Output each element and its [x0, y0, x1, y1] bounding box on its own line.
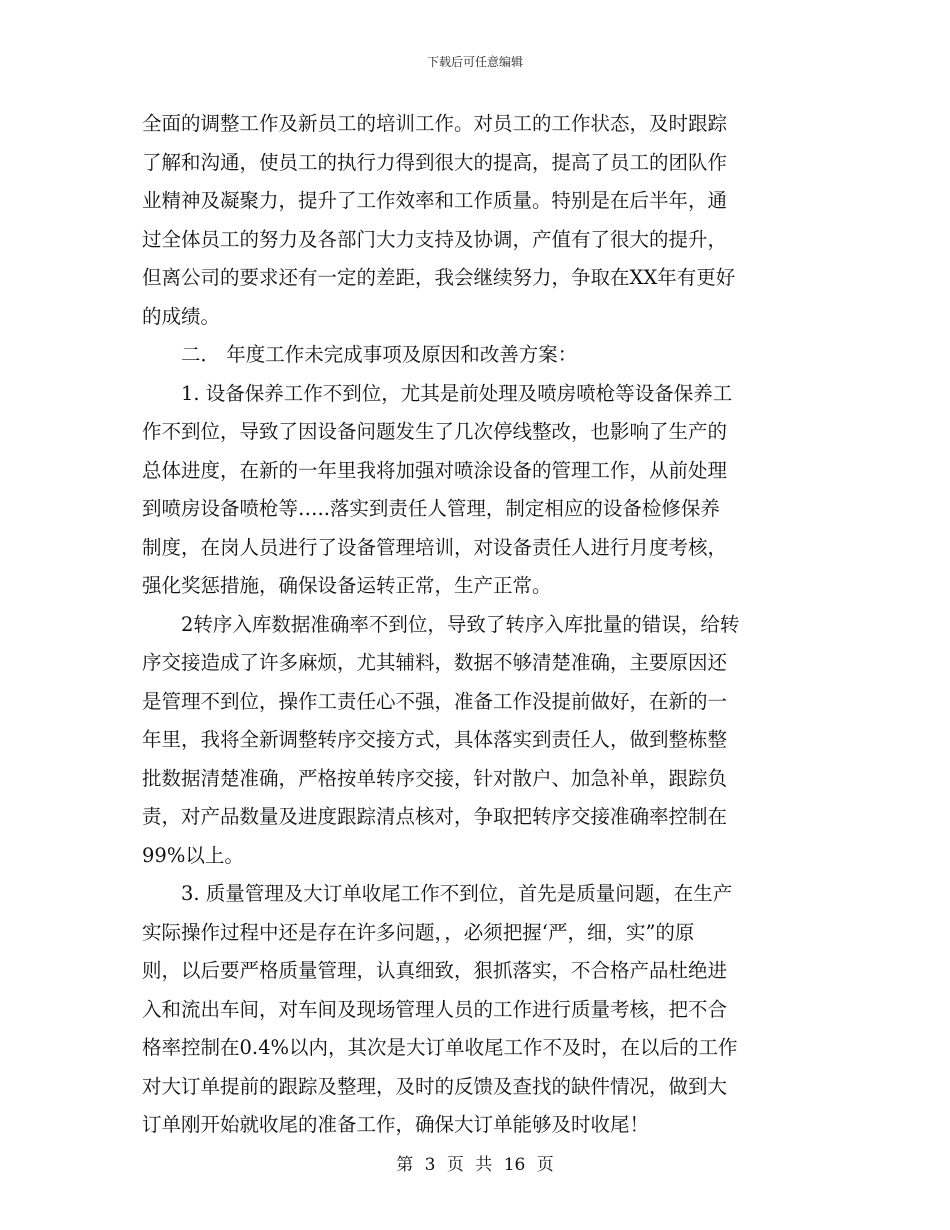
- body-line: 制度，在岗人员进行了设备管理培训，对设备责任人进行月度考核，: [142, 535, 728, 559]
- body-line: 3. 质量管理及大订单收尾工作不到位，首先是质量问题，在生产: [142, 882, 733, 905]
- body-line: 批数据清楚准确，严格按单转序交接，针对散户、加急补单，跟踪负: [142, 766, 728, 790]
- body-line: 总体进度，在新的一年里我将加强对喷涂设备的管理工作，从前处理: [142, 458, 728, 482]
- page-number-footer: 第 3 页 共 16 页: [396, 1155, 554, 1175]
- body-line: 过全体员工的努力及各部门大力支持及协调，产值有了很大的提升，: [142, 227, 728, 251]
- section-heading: 二． 年度工作未完成事项及原因和改善方案：: [142, 343, 578, 366]
- body-line: 对大订单提前的跟踪及整理，及时的反馈及查找的缺件情况，做到大: [142, 1074, 728, 1098]
- body-line: 强化奖惩措施，确保设备运转正常，生产正常。: [142, 574, 552, 597]
- body-line: 2转序入库数据准确率不到位，导致了转序入库批量的错误，给转: [142, 612, 740, 636]
- body-line: 作不到位，导致了因设备问题发生了几次停线整改，也影响了生产的: [142, 420, 728, 443]
- body-line: 格率控制在0.4%以内，其次是大订单收尾工作不及时，在以后的工作: [142, 1036, 738, 1059]
- body-line: 入和流出车间，对车间及现场管理人员的工作进行质量考核，把不合: [142, 997, 728, 1021]
- body-line: 但离公司的要求还有一定的差距，我会继续努力，争取在XX年有更好: [142, 266, 736, 289]
- body-line: 全面的调整工作及新员工的培训工作。对员工的工作状态，及时跟踪: [142, 112, 728, 135]
- body-line: 则，以后要严格质量管理，认真细致，狠抓落实，不合格产品杜绝进: [142, 959, 728, 982]
- body-line: 责，对产品数量及进度跟踪清点核对，争取把转序交接准确率控制在: [142, 805, 728, 828]
- body-line: 1. 设备保养工作不到位，尤其是前处理及喷房喷枪等设备保养工: [142, 381, 733, 405]
- body-line: 的成绩。: [142, 304, 221, 328]
- document-body: [142, 105, 814, 1145]
- body-line: 实际操作过程中还是存在许多问题，，必须把握‘严，细，实”的原: [142, 920, 695, 944]
- body-line: 是管理不到位，操作工责任心不强，准备工作没提前做好，在新的一: [142, 689, 728, 713]
- body-line: 年里，我将全新调整转序交接方式，具体落实到责任人，做到整栋整: [142, 728, 728, 751]
- body-line: 到喷房设备喷枪等…..落实到责任人管理，制定相应的设备检修保养: [142, 497, 720, 520]
- page-header: 下载后可任意编辑: [426, 55, 523, 69]
- body-line: 序交接造成了许多麻烦，尤其辅料，数据不够清楚准确，主要原因还: [142, 651, 728, 674]
- body-line: 订单刚开始就收尾的准备工作，确保大订单能够及时收尾！: [142, 1113, 650, 1136]
- body-line: 业精神及凝聚力，提升了工作效率和工作质量。特别是在后半年，通: [142, 189, 728, 212]
- body-line: 了解和沟通，使员工的执行力得到很大的提高，提高了员工的团队作: [142, 150, 728, 174]
- body-line: 99%以上。: [142, 843, 244, 867]
